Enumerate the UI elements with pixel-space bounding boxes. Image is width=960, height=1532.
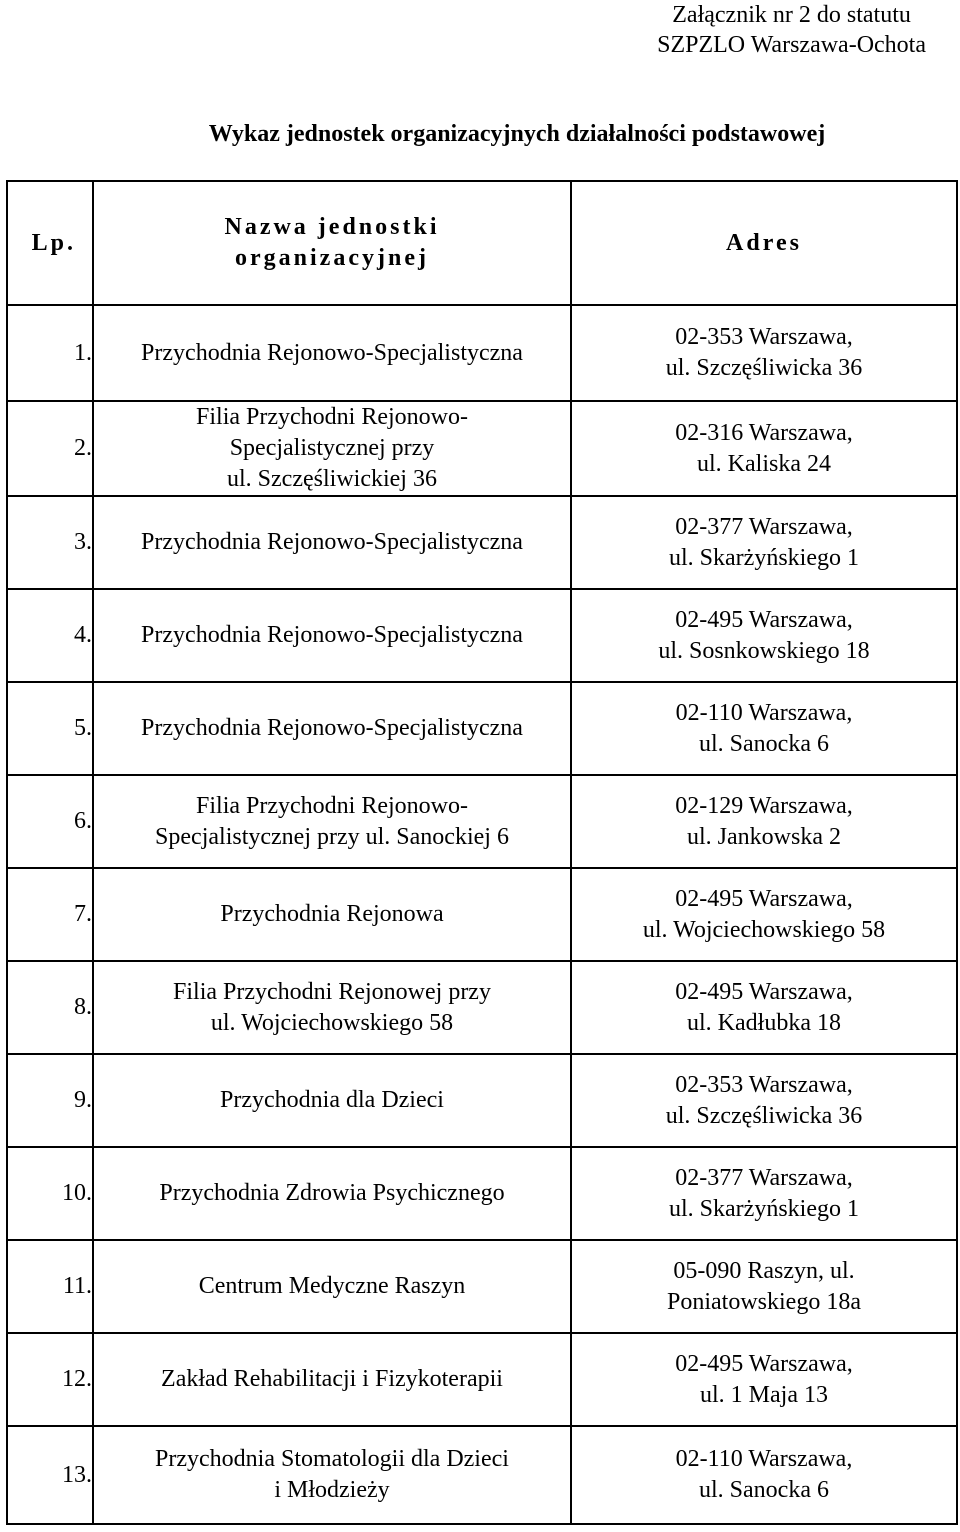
unit-name-line: i Młodzieży [274,1477,390,1503]
unit-name-line: ul. Wojciechowskiego 58 [210,1009,454,1036]
header-name [93,181,571,305]
address-postal-city: 02-316 Warszawa, [675,419,853,446]
header-lp: Lp. [7,181,93,305]
address-street: ul. Szczęśliwicka 36 [665,1102,863,1129]
address-street: ul. Sanocka 6 [699,730,829,757]
document-title: Wykaz jednostek organizacyjnych działalności podstawowej [208,121,826,147]
unit-address [571,775,957,868]
unit-name-line: Przychodnia Rejonowo-Specjalistyczna [141,339,523,366]
row-number: 8. [7,961,93,1054]
table-row [7,305,957,401]
address-street: ul. Wojciechowskiego 58 [642,916,886,943]
unit-name-line: Przychodnia Rejonowo-Specjalistyczna [141,622,523,648]
unit-name [93,868,571,961]
header-name-line-1: Nazwa jednostki [224,214,440,240]
unit-name [93,682,571,775]
address-street: ul. Kadłubka 18 [687,1009,841,1036]
address-postal-city: 02-495 Warszawa, [675,606,853,633]
address-postal-city: 05-090 Raszyn, ul. [673,1257,855,1284]
table-row [7,1333,957,1426]
row-number: 1. [7,305,93,401]
unit-address [571,868,957,961]
table-row [7,775,957,868]
row-number: 11. [7,1240,93,1333]
address-street: ul. Kaliska 24 [697,450,831,477]
unit-name-line: Przychodnia Stomatologii dla Dzieci [155,1446,509,1472]
row-number: 2. [7,401,93,496]
header-name-line-2: organizacyjnej [235,245,429,271]
address-street: ul. Szczęśliwicka 36 [665,355,863,381]
address-postal-city: 02-353 Warszawa, [675,324,853,350]
unit-name-line: Filia Przychodni Rejonowo- [196,404,468,430]
annex-note [657,0,926,60]
unit-name-line: ul. Szczęśliwickiej 36 [227,466,437,492]
unit-name [93,1054,571,1147]
address-postal-city: 02-129 Warszawa, [675,792,853,819]
unit-name-line: Przychodnia Rejonowo-Specjalistyczna [141,715,523,741]
annex-line-1: Załącznik nr 2 do statutu [672,2,911,28]
unit-name-line: Przychodnia Rejonowo-Specjalistyczna [141,529,523,555]
table-header-row [7,181,957,305]
row-number: 10. [7,1147,93,1240]
row-number: 3. [7,496,93,589]
address-postal-city: 02-110 Warszawa, [675,699,853,726]
table-row [7,961,957,1054]
table-row [7,496,957,589]
unit-name-line: Filia Przychodni Rejonowej przy [173,978,491,1005]
row-number: 5. [7,682,93,775]
row-number: 12. [7,1333,93,1426]
table-row [7,1054,957,1147]
table-row [7,589,957,682]
header-address: Adres [571,181,957,305]
table-row [7,1147,957,1240]
address-postal-city: 02-377 Warszawa, [675,513,853,540]
unit-name [93,1426,571,1524]
unit-address [571,496,957,589]
unit-name [93,961,571,1054]
unit-name-line: Przychodnia Rejonowa [220,901,444,927]
row-number: 6. [7,775,93,868]
address-street: ul. Skarżyńskiego 1 [669,544,859,571]
unit-address [571,1240,957,1333]
address-street: ul. Jankowska 2 [687,823,841,850]
address-street: ul. Sosnkowskiego 18 [658,637,870,664]
units-table [6,180,958,1525]
unit-address [571,682,957,775]
row-number: 4. [7,589,93,682]
address-street: Poniatowskiego 18a [667,1288,861,1315]
unit-address [571,589,957,682]
row-number: 9. [7,1054,93,1147]
unit-name [93,1333,571,1426]
unit-address [571,1054,957,1147]
address-postal-city: 02-110 Warszawa, [675,1446,853,1472]
annex-line-2: SZPZLO Warszawa-Ochota [657,32,926,58]
address-postal-city: 02-377 Warszawa, [675,1164,853,1191]
unit-name-line: Specjalistycznej przy ul. Sanockiej 6 [155,823,509,850]
table-row [7,401,957,496]
address-postal-city: 02-495 Warszawa, [675,885,853,912]
unit-address [571,305,957,401]
unit-name [93,1240,571,1333]
address-postal-city: 02-495 Warszawa, [675,1350,853,1377]
row-number: 7. [7,868,93,961]
unit-name [93,775,571,868]
unit-name [93,1147,571,1240]
address-street: ul. 1 Maja 13 [700,1381,828,1408]
address-street: ul. Skarżyńskiego 1 [669,1195,859,1222]
unit-name-line: Filia Przychodni Rejonowo- [196,792,468,819]
unit-name [93,496,571,589]
unit-address [571,1147,957,1240]
unit-address [571,1426,957,1524]
unit-name-line: Przychodnia Zdrowia Psychicznego [159,1180,505,1206]
table-row [7,1240,957,1333]
unit-name-line: Zakład Rehabilitacji i Fizykoterapii [161,1366,503,1392]
address-street: ul. Sanocka 6 [699,1477,829,1503]
address-postal-city: 02-353 Warszawa, [675,1071,853,1098]
unit-name [93,589,571,682]
table-body [7,305,957,1524]
table-row [7,868,957,961]
address-postal-city: 02-495 Warszawa, [675,978,853,1005]
row-number: 13. [7,1426,93,1524]
unit-name-line: Specjalistycznej przy [229,435,435,461]
unit-address [571,1333,957,1426]
unit-name-line: Centrum Medyczne Raszyn [198,1273,466,1299]
unit-name-line: Przychodnia dla Dzieci [220,1087,444,1113]
table-row [7,682,957,775]
unit-name [93,401,571,496]
unit-name [93,305,571,401]
table-row [7,1426,957,1524]
unit-address [571,961,957,1054]
unit-address [571,401,957,496]
